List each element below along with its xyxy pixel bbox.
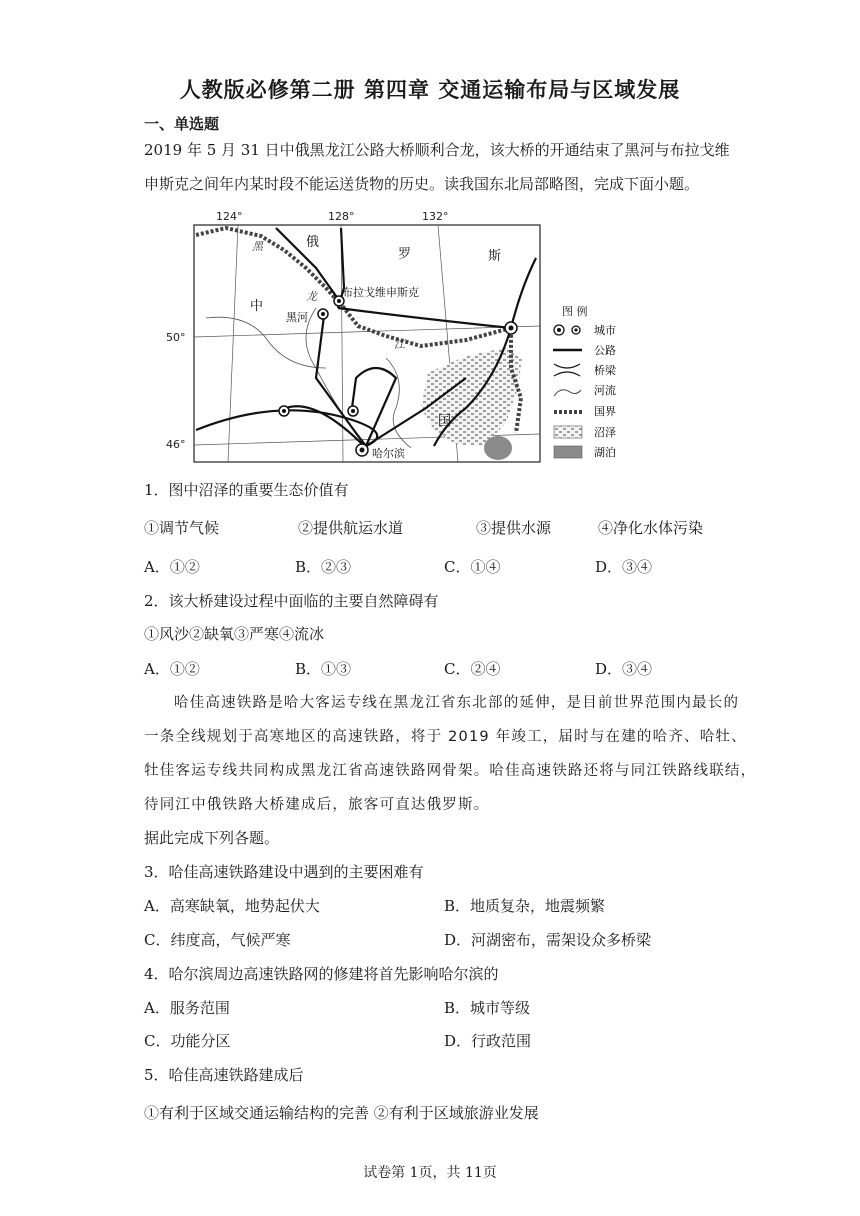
legend-marsh-icon xyxy=(554,426,582,438)
label-si: 斯 xyxy=(488,249,502,264)
q5-items: ①有利于区域交通运输结构的完善 ②有利于区域旅游业发展 xyxy=(144,1104,539,1122)
q2-option-b[interactable]: B．①③ xyxy=(295,660,352,678)
legend-river: 河流 xyxy=(594,384,616,397)
q4-stem: 4．哈尔滨周边高速铁路网的修建将首先影响哈尔滨的 xyxy=(144,965,499,983)
label-luo: 罗 xyxy=(398,247,412,262)
q3-option-b[interactable]: B．地质复杂，地震频繁 xyxy=(444,897,606,915)
label-zhong: 中 xyxy=(250,299,264,314)
q1-item-4: ④净化水体污染 xyxy=(598,519,704,537)
q1-option-d[interactable]: D．③④ xyxy=(595,558,653,576)
city-heihe xyxy=(318,309,328,319)
legend-river-icon xyxy=(554,390,581,396)
lon-label-128: 128° xyxy=(328,210,355,223)
q4-option-d[interactable]: D．行政范围 xyxy=(444,1032,532,1050)
q5-stem: 5．哈佳高速铁路建成后 xyxy=(144,1066,304,1084)
q1-option-b[interactable]: B．②③ xyxy=(295,558,352,576)
legend-title: 图 例 xyxy=(562,305,588,318)
lon-label-124: 124° xyxy=(216,210,243,223)
q1-option-a[interactable]: A．①② xyxy=(144,558,200,576)
intro2-line3: 牡佳客运专线共同构成黑龙江省高速铁路网骨架。哈佳高速铁路还将与同江铁路线联结， xyxy=(144,763,757,779)
q2-option-c[interactable]: C．②④ xyxy=(444,660,501,678)
q2-option-a[interactable]: A．①② xyxy=(144,660,200,678)
label-blagoveshchensk: 布拉戈维申斯克 xyxy=(342,286,419,299)
label-heihe: 黑河 xyxy=(286,311,308,324)
q1-item-3: ③提供水源 xyxy=(476,519,552,537)
lon-label-132: 132° xyxy=(422,210,449,223)
label-hei: 黑 xyxy=(252,240,263,253)
label-jiang: 江 xyxy=(394,338,405,351)
q1-item-2: ②提供航运水道 xyxy=(298,519,404,537)
city-mid xyxy=(348,406,358,416)
label-e: 俄 xyxy=(306,235,320,250)
intro1-line1: 2019 年 5 月 31 日中俄黑龙江公路大桥顺利合龙，该大桥的开通结束了黑河与布拉戈维 xyxy=(144,141,730,159)
q4-option-c[interactable]: C．功能分区 xyxy=(144,1032,231,1050)
legend-bridge: 桥梁 xyxy=(594,364,616,377)
legend-city-icon xyxy=(554,325,580,335)
q2-option-d[interactable]: D．③④ xyxy=(595,660,653,678)
q1-stem: 1．图中沼泽的重要生态价值有 xyxy=(144,481,349,499)
northeast-china-map xyxy=(166,208,646,466)
q3-option-d[interactable]: D．河湖密布，需架设众多桥梁 xyxy=(444,931,652,949)
label-guo: 国 xyxy=(438,414,452,429)
label-harbin: 哈尔滨 xyxy=(372,447,405,460)
city-west xyxy=(279,406,289,416)
label-long: 龙 xyxy=(306,290,317,303)
intro2-tail: 据此完成下列各题。 xyxy=(144,829,280,847)
intro2-line2: 一条全线规划于高寒地区的高速铁路，将于 2019 年竣工，届时与在建的哈齐、哈牡、 xyxy=(144,729,747,745)
legend-border: 国界 xyxy=(594,405,616,418)
lat-label-50: 50° xyxy=(166,331,186,344)
legend-lake-icon xyxy=(554,446,582,458)
intro1-line2: 申斯克之间年内某时段不能运送货物的历史。读我国东北局部略图，完成下面小题。 xyxy=(144,175,700,193)
q4-option-b[interactable]: B．城市等级 xyxy=(444,999,531,1017)
legend-marsh: 沼泽 xyxy=(594,426,616,439)
city-east xyxy=(505,322,517,334)
section-heading: 一、单选题 xyxy=(144,115,220,133)
q2-stem: 2．该大桥建设过程中面临的主要自然障碍有 xyxy=(144,592,439,610)
q4-option-a[interactable]: A．服务范围 xyxy=(144,999,230,1017)
lake xyxy=(484,436,512,460)
q2-items: ①风沙②缺氧③严寒④流冰 xyxy=(144,625,325,643)
legend-road: 公路 xyxy=(594,344,616,357)
page-title: 人教版必修第二册 第四章 交通运输布局与区域发展 xyxy=(179,77,681,102)
page-footer: 试卷第 1页，共 11页 xyxy=(363,1165,497,1181)
q3-option-c[interactable]: C．纬度高，气候严寒 xyxy=(144,931,291,949)
intro2-line1: 哈佳高速铁路是哈大客运专线在黑龙江省东北部的延伸，是目前世界范围内最长的 xyxy=(174,695,740,711)
legend-bridge-icon xyxy=(554,364,580,376)
city-harbin xyxy=(356,444,368,456)
q1-option-c[interactable]: C．①④ xyxy=(444,558,501,576)
legend-city: 城市 xyxy=(594,324,616,337)
legend-lake: 湖泊 xyxy=(594,446,616,459)
q3-option-a[interactable]: A．高寒缺氧，地势起伏大 xyxy=(144,897,320,915)
q3-stem: 3．哈佳高速铁路建设中遇到的主要困难有 xyxy=(144,863,424,881)
q1-item-1: ①调节气候 xyxy=(144,519,220,537)
intro2-line4: 待同江中俄铁路大桥建成后，旅客可直达俄罗斯。 xyxy=(144,797,490,813)
lat-label-46: 46° xyxy=(166,438,186,451)
